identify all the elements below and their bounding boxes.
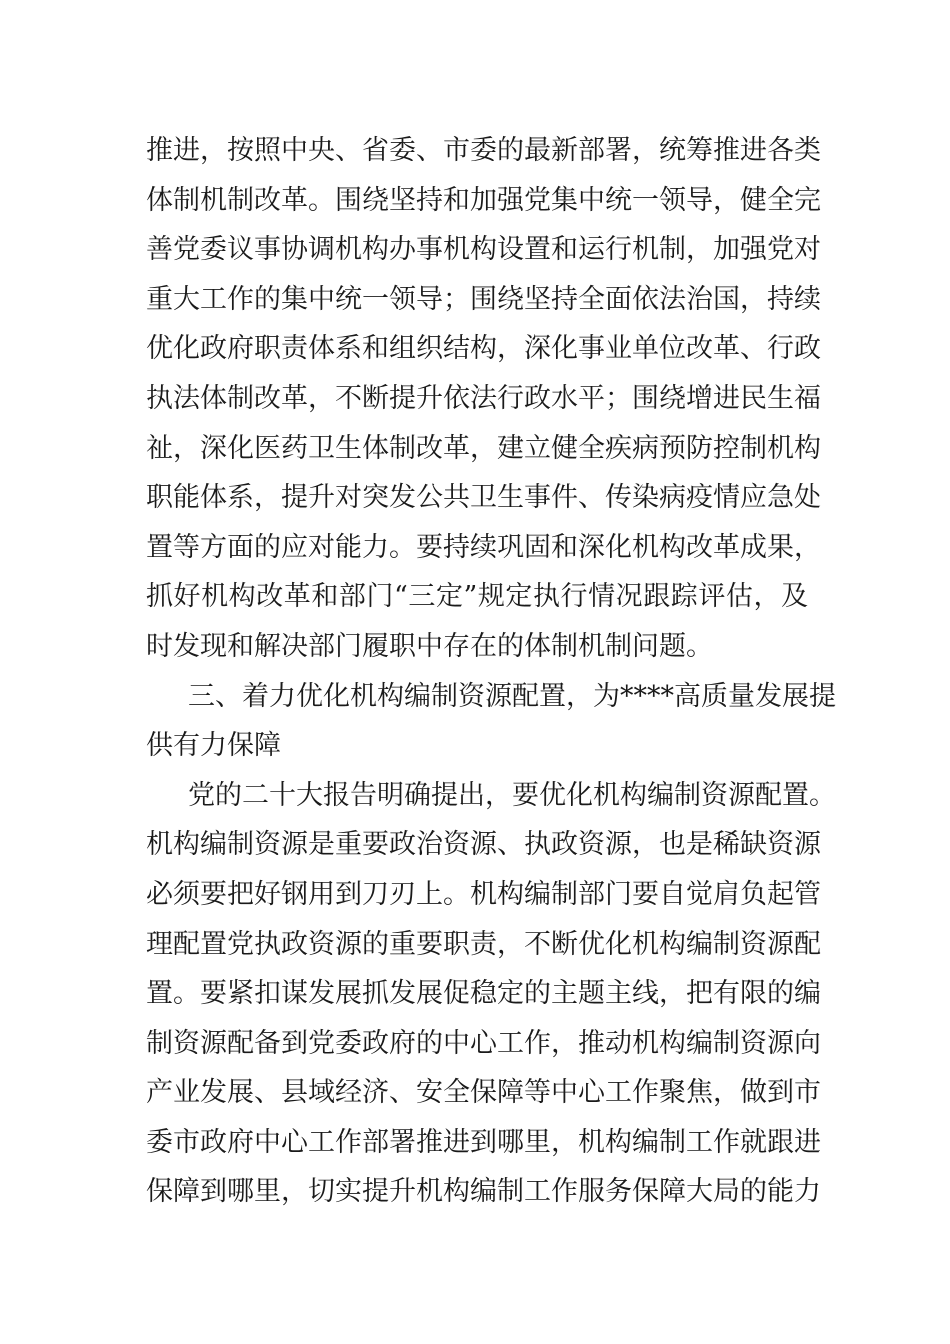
- text-line: 执法体制改革，不断提升依法行政水平；围绕增进民生福: [146, 382, 821, 414]
- text-line: 制资源配备到党委政府的中心工作，推动机构编制资源向: [146, 1027, 821, 1059]
- text-line: 三、着力优化机构编制资源配置，为****高质量发展提: [188, 680, 836, 712]
- text-line: 党的二十大报告明确提出，要优化机构编制资源配置。: [188, 779, 836, 811]
- text-line: 置。要紧扣谋发展抓发展促稳定的主题主线，把有限的编: [146, 978, 821, 1010]
- text-line: 职能体系，提升对突发公共卫生事件、传染病疫情应急处: [146, 482, 821, 514]
- text-line: 产业发展、县域经济、安全保障等中心工作聚焦，做到市: [146, 1077, 821, 1109]
- text-line: 重大工作的集中统一领导；围绕坚持全面依法治国，持续: [146, 283, 821, 315]
- text-line: 体制机制改革。围绕坚持和加强党集中统一领导，健全完: [146, 184, 821, 216]
- text-line: 置等方面的应对能力。要持续巩固和深化机构改革成果，: [146, 531, 821, 563]
- text-line: 善党委议事协调机构办事机构设置和运行机制，加强党对: [146, 234, 821, 266]
- text-line: 机构编制资源是重要政治资源、执政资源，也是稀缺资源: [146, 829, 821, 861]
- text-line: 推进，按照中央、省委、市委的最新部署，统筹推进各类: [146, 135, 821, 166]
- text-line: 委市政府中心工作部署推进到哪里，机构编制工作就跟进: [146, 1126, 821, 1158]
- text-line: 必须要把好钢用到刀刃上。机构编制部门要自觉肩负起管: [146, 878, 821, 910]
- text-line: 时发现和解决部门履职中存在的体制机制问题。: [146, 630, 713, 662]
- document-body: [146, 126, 836, 1217]
- text-line: 优化政府职责体系和组织结构，深化事业单位改革、行政: [146, 333, 821, 365]
- text-line: 理配置党执政资源的重要职责，不断优化机构编制资源配: [146, 928, 821, 960]
- text-line: 供有力保障: [146, 730, 281, 762]
- text-line: 保障到哪里，切实提升机构编制工作服务保障大局的能力: [146, 1176, 821, 1208]
- text-line: 抓好机构改革和部门“三定”规定执行情况跟踪评估，及: [146, 581, 808, 613]
- text-line: 祉，深化医药卫生体制改革，建立健全疾病预防控制机构: [146, 432, 821, 464]
